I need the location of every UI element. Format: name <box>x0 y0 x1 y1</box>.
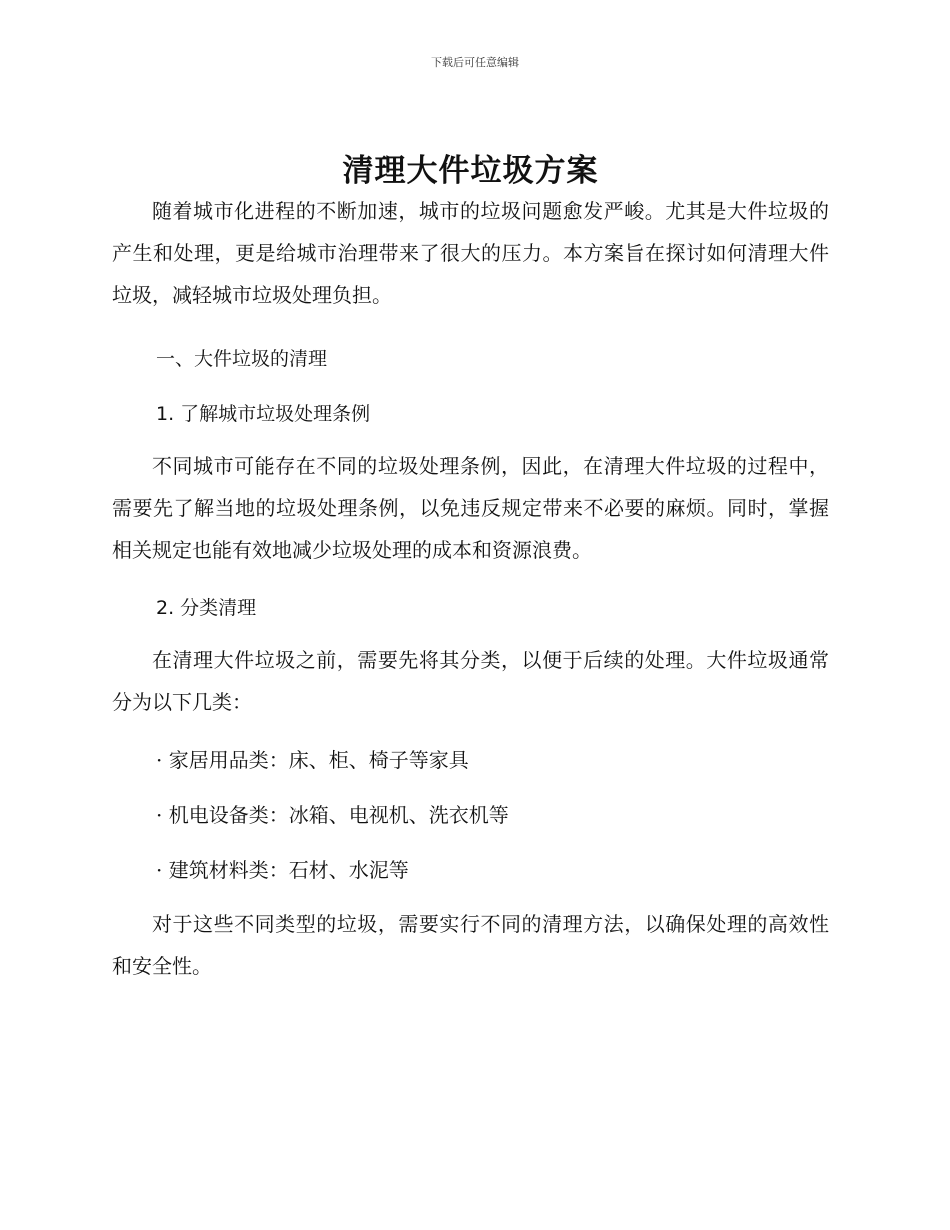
list-item: · 家居用品类：床、柜、椅子等家具 <box>156 748 469 772</box>
list-item: · 机电设备类：冰箱、电视机、洗衣机等 <box>156 803 509 827</box>
subsection-heading-1: 1. 了解城市垃圾处理条例 <box>156 403 371 425</box>
section-heading-1: 一、大件垃圾的清理 <box>156 348 328 370</box>
document-title: 清理大件垃圾方案 <box>342 153 599 189</box>
document-body <box>112 148 829 987</box>
page-header: 下载后可任意编辑 <box>431 56 519 69</box>
closing-paragraph: 对于这些不同类型的垃圾，需要实行不同的清理方法，以确保处理的高效性和安全性。 <box>112 912 829 978</box>
subsection-heading-2: 2. 分类清理 <box>156 597 257 619</box>
list-item: · 建筑材料类：石材、水泥等 <box>156 858 409 882</box>
subsection-2-paragraph: 在清理大件垃圾之前，需要先将其分类，以便于后续的处理。大件垃圾通常分为以下几类： <box>112 648 829 714</box>
intro-paragraph: 随着城市化进程的不断加速，城市的垃圾问题愈发严峻。尤其是大件垃圾的产生和处理，更是给城市治理带来了很大的压力。本方案旨在探讨如何清理大件垃圾，减轻城市垃圾处理负担。 <box>112 199 829 307</box>
subsection-1-paragraph: 不同城市可能存在不同的垃圾处理条例，因此，在清理大件垃圾的过程中，需要先了解当地的垃圾处理条例，以免违反规定带来不必要的麻烦。同时，掌握相关规定也能有效地减少垃圾处理的成本和资源浪费。 <box>112 454 829 562</box>
